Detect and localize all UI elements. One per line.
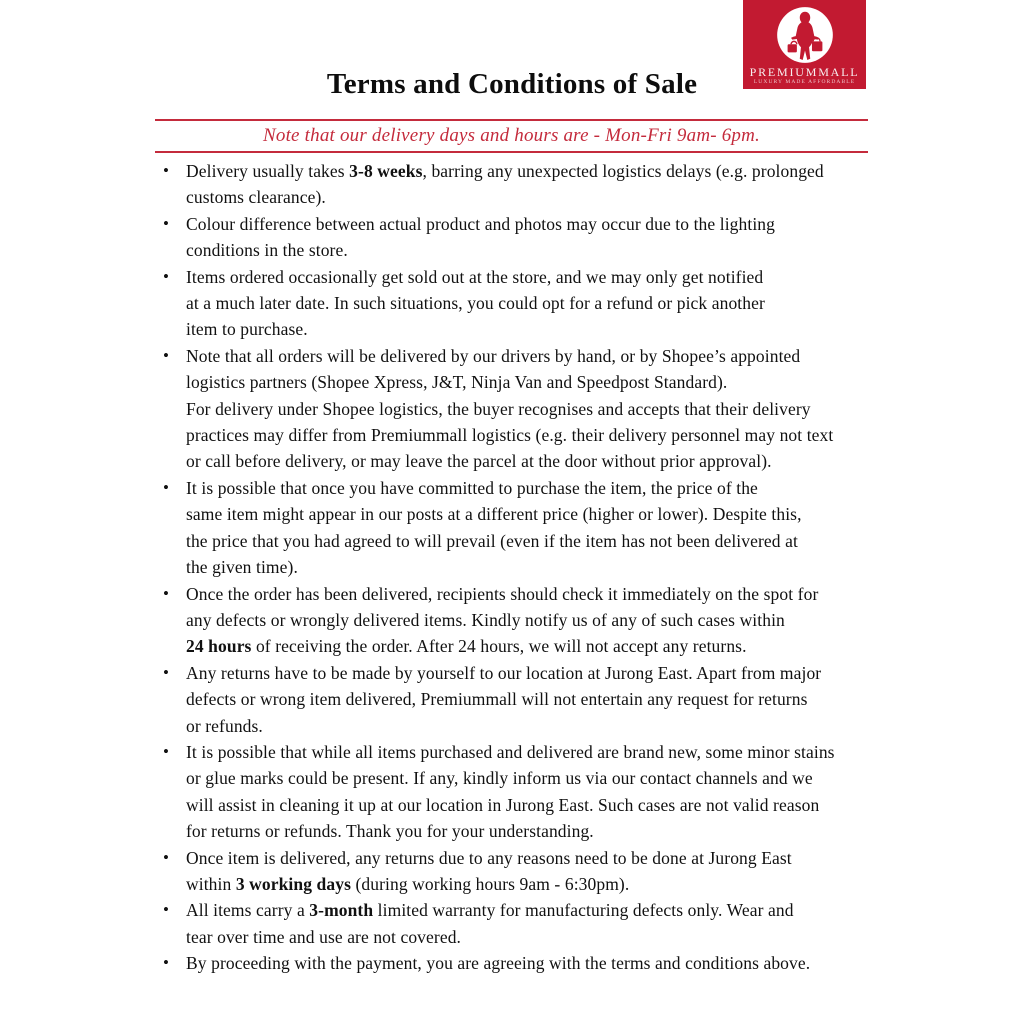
terms-line: same item might appear in our posts at a different price (higher or lower). Despite this, [186,504,802,525]
terms-line: Note that all orders will be delivered by our drivers by hand, or by Shopee’s appointed [186,345,801,366]
bullet-icon: • [163,953,169,973]
woman-shopper-icon [776,6,834,64]
bullet-icon: • [163,477,169,497]
terms-line: within 3 working days (during working hours 9am - 6:30pm). [186,873,630,894]
terms-line: will assist in cleaning it up at our location in Jurong East. Such cases are not valid reason [186,794,820,815]
terms-line: Items ordered occasionally get sold out at the store, and we may only get notified [186,266,764,287]
terms-line: For delivery under Shopee logistics, the buyer recognises and accepts that their delivery [186,398,811,419]
bullet-icon: • [163,213,169,233]
terms-item [161,211,873,264]
terms-line: Colour difference between actual product and photos may occur due to the lighting [186,213,775,234]
terms-line: or call before delivery, or may leave the parcel at the door without prior approval). [186,451,772,472]
terms-line: logistics partners (Shopee Xpress, J&T, Ninja Van and Speedpost Standard). [186,372,728,393]
logo-name: PREMIUMMALL [749,65,860,79]
bullet-icon: • [163,900,169,920]
terms-line: any defects or wrongly delivered items. Kindly notify us of any of such cases within [186,609,785,630]
terms-item [161,475,873,581]
terms-line: the given time). [186,557,298,578]
terms-line: It is possible that once you have committed to purchase the item, the price of the [186,477,758,498]
terms-line: defects or wrong item delivered, Premiummall will not entertain any request for returns [186,689,808,710]
terms-line: Once the order has been delivered, recipients should check it immediately on the spot for [186,583,819,604]
delivery-note-text: Note that our delivery days and hours are - Mon-Fri 9am- 6pm. [263,125,760,146]
terms-line: or glue marks could be present. If any, kindly inform us via our contact channels and we [186,768,813,789]
bullet-icon: • [163,741,169,761]
terms-line: By proceeding with the payment, you are agreeing with the terms and conditions above. [186,953,811,974]
terms-item [161,660,873,739]
terms-line: All items carry a 3-month limited warranty for manufacturing defects only. Wear and [186,900,794,921]
delivery-note-banner [155,119,868,153]
terms-item [161,264,873,343]
terms-line: It is possible that while all items purchased and delivered are brand new, some minor stains [186,741,835,762]
terms-item [161,158,873,211]
terms-line: for returns or refunds. Thank you for your understanding. [186,821,594,842]
terms-item [161,897,873,950]
terms-line: conditions in the store. [186,240,348,261]
terms-line: 24 hours of receiving the order. After 24 hours, we will not accept any returns. [186,636,747,657]
terms-line: tear over time and use are not covered. [186,926,462,947]
bullet-icon: • [163,345,169,365]
terms-line: customs clearance). [186,187,326,208]
page-title: Terms and Conditions of Sale [326,68,698,100]
terms-line: Any returns have to be made by yourself to our location at Jurong East. Apart from major [186,662,822,683]
terms-item [161,581,873,660]
terms-item [161,950,873,976]
terms-item [161,845,873,898]
bullet-icon: • [163,583,169,603]
logo-tagline: LUXURY MADE AFFORDABLE [753,79,856,85]
terms-list [161,158,873,977]
terms-line: at a much later date. In such situations, you could opt for a refund or pick another [186,293,765,314]
terms-line: item to purchase. [186,319,308,340]
terms-line: or refunds. [186,715,263,736]
bullet-icon: • [163,161,169,180]
bullet-icon: • [163,847,169,867]
terms-line: Delivery usually takes 3-8 weeks, barring any unexpected logistics delays (e.g. prolonged [186,161,824,181]
terms-line: Once item is delivered, any returns due to any reasons need to be done at Jurong East [186,847,792,868]
bullet-icon: • [163,662,169,682]
terms-item [161,739,873,845]
terms-item [161,343,873,475]
bullet-icon: • [163,266,169,286]
terms-line: practices may differ from Premiummall logistics (e.g. their delivery personnel may not text [186,425,834,446]
terms-line: the price that you had agreed to will prevail (even if the item has not been delivered at [186,530,798,551]
